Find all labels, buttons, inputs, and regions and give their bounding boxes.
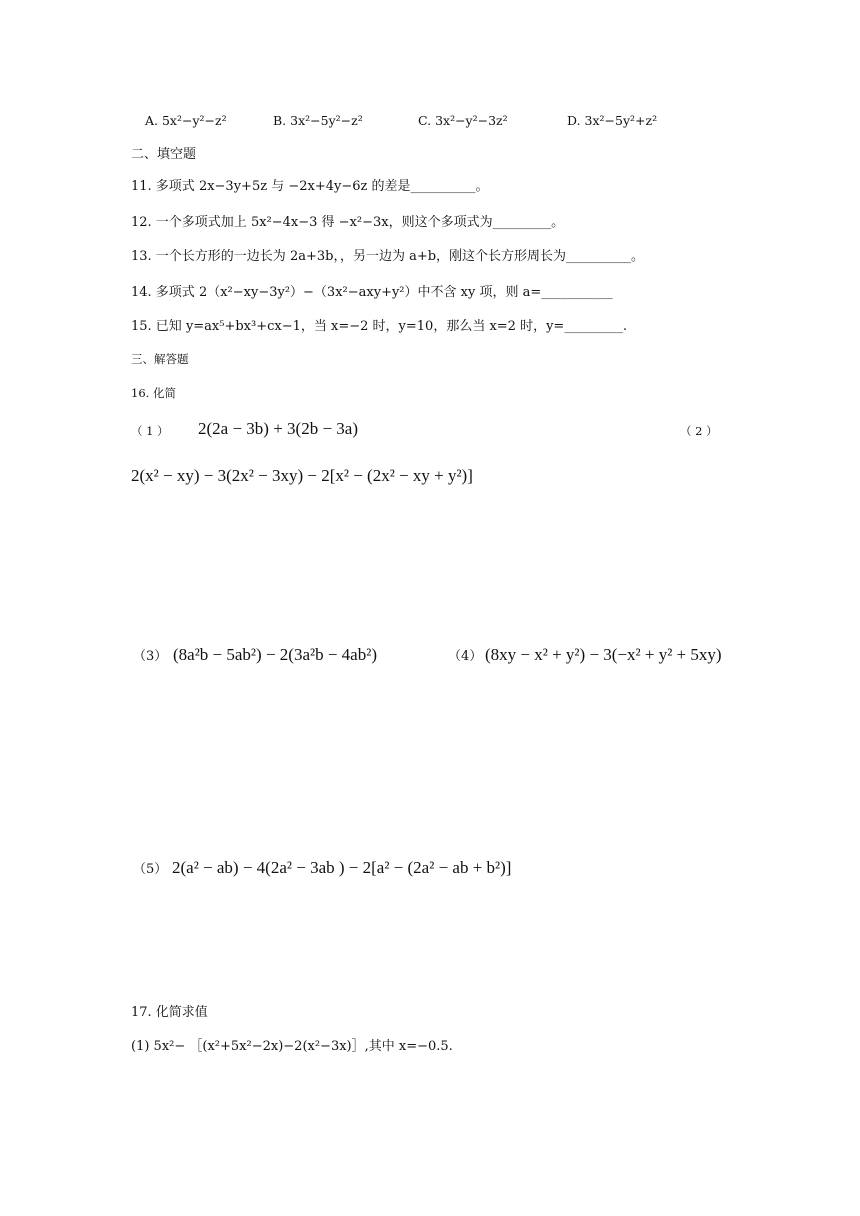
question-13: 13. 一个长方形的一边长为 2a+3b，，另一边为 a+b，刚这个长方形周长为__________。 [131, 249, 645, 264]
question-15: 15. 已知 y=ax⁵+bx³+cx−1，当 x=−2 时，y=10，那么当 x=2 时，y=_________. [131, 319, 627, 334]
question-12: 12. 一个多项式加上 5x²−4x−3 得 −x²−3x，则这个多项式为_________。 [131, 215, 565, 230]
q16-part2-expression: 2(x² − xy) − 3(2x² − 3xy) − 2[x² − (2x² − xy + y²)] [131, 466, 473, 485]
q16-part5-expression: 2(a² − ab) − 4(2a² − 3ab ) − 2[a² − (2a² − ab + b²)] [172, 858, 512, 877]
q16-part4-expression: (8xy − x² + y²) − 3(−x² + y² + 5xy) [485, 645, 722, 664]
section-heading-solve: 三、解答题 [131, 352, 189, 366]
q16-part1-expression: 2(2a − 3b) + 3(2b − 3a) [198, 419, 358, 438]
question-17-title: 17. 化简求值 [131, 1005, 208, 1020]
q16-part4-label: （4） [448, 649, 483, 664]
section-heading-fill-blank: 二、填空题 [131, 147, 197, 162]
q16-part5-label: （5） [133, 862, 168, 877]
choice-d: D. 3x²−5y²+z² [567, 113, 658, 128]
q16-part3-expression: (8a²b − 5ab²) − 2(3a²b − 4ab²) [173, 645, 377, 664]
choice-c: C. 3x²−y²−3z² [418, 113, 508, 128]
question-11: 11. 多项式 2x−3y+5z 与 −2x+4y−6z 的差是__________。 [131, 179, 489, 194]
question-14: 14. 多项式 2（x²−xy−3y²）−（3x²−axy+y²）中不含 xy 项，则 a=___________ [131, 285, 613, 300]
choice-a: A. 5x²−y²−z² [145, 113, 227, 128]
q16-part1-label: （ 1 ） [131, 424, 169, 438]
question-17-part1: (1) 5x²− ［(x²+5x²−2x)−2(x²−3x)］,其中 x=−0.5. [131, 1039, 453, 1054]
q16-part2-label: （ 2 ） [680, 424, 718, 438]
choice-b: B. 3x²−5y²−z² [273, 113, 363, 128]
question-16-title: 16. 化简 [131, 386, 176, 400]
q16-part3-label: （3） [133, 649, 168, 664]
